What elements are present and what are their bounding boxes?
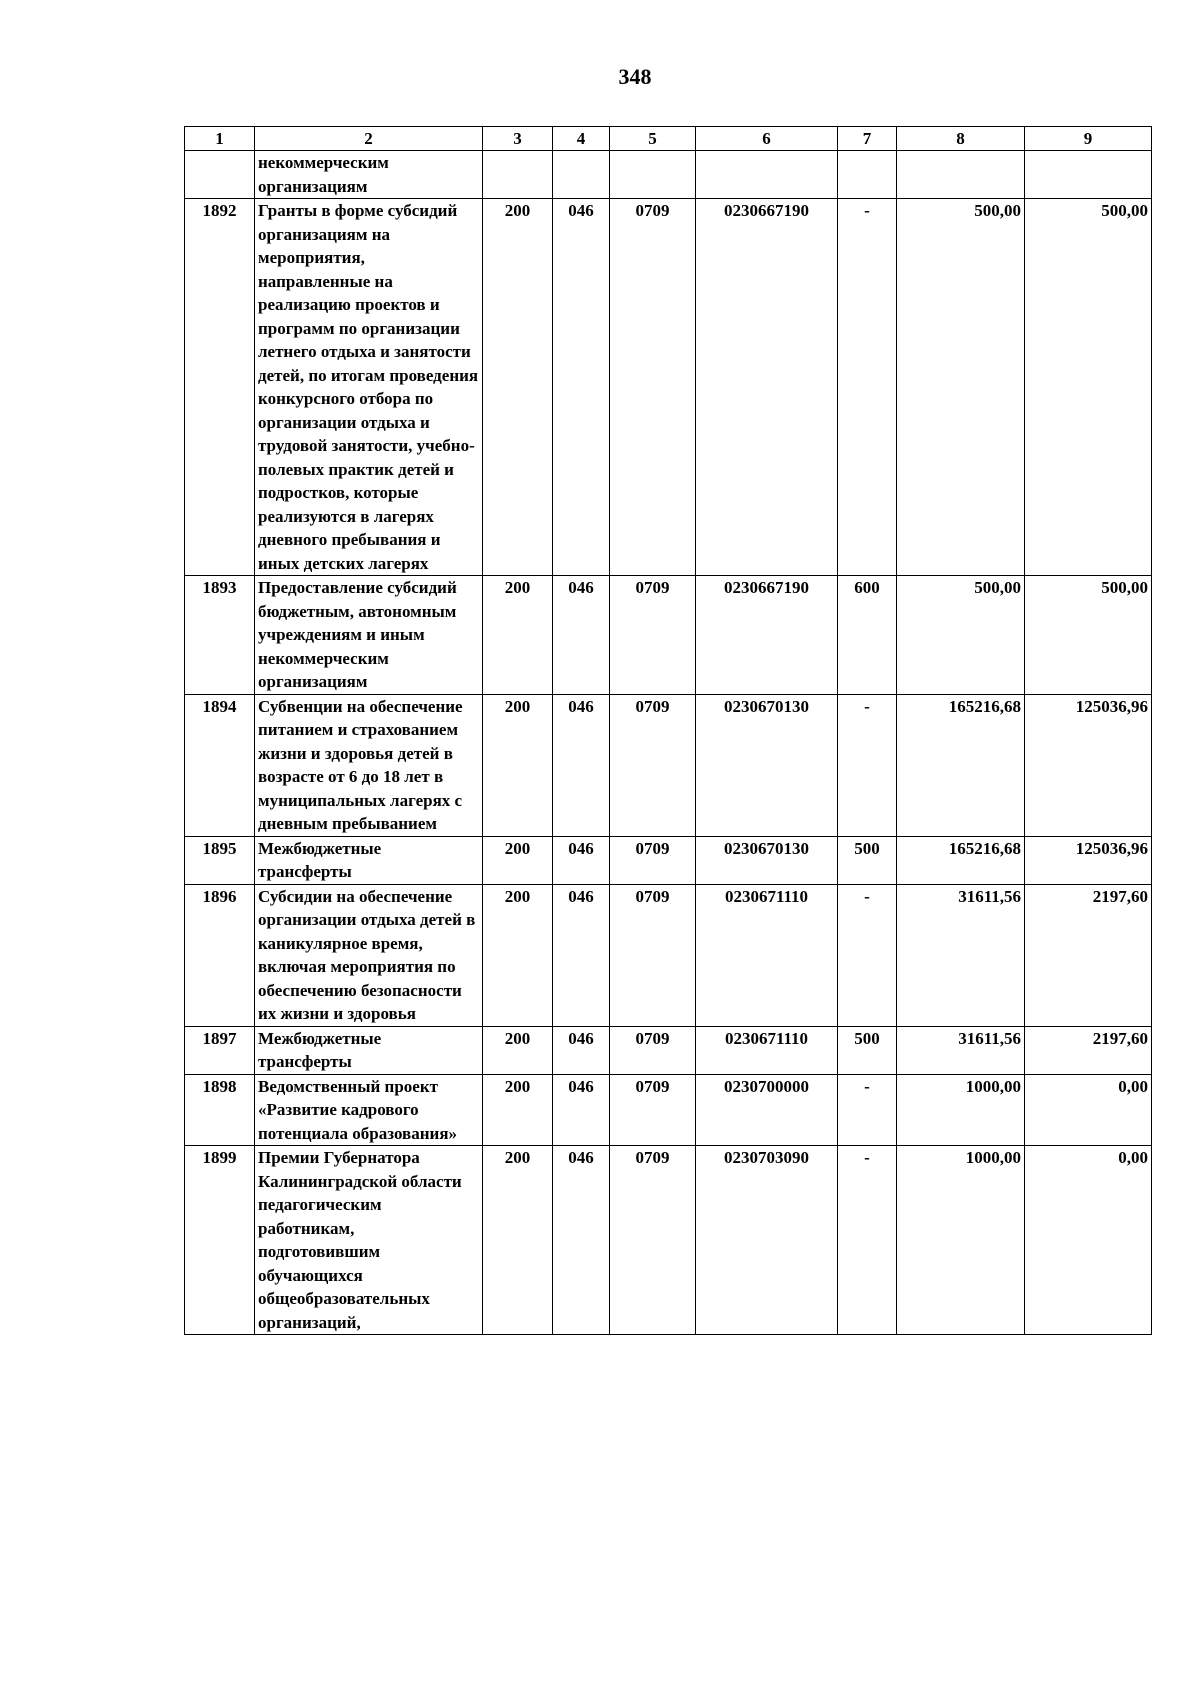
column-header: 7 — [838, 127, 897, 151]
row-name: Субсидии на обеспечение организации отдыха детей в каникулярное время, включая мероприятия по обеспечению безопасности их жизни и здоровья — [255, 884, 483, 1026]
row-number: 1895 — [185, 836, 255, 884]
budget-table — [184, 126, 1152, 1335]
cell-col5: 0709 — [610, 576, 696, 695]
row-name: Предоставление субсидий бюджетным, автономным учреждениям и иным некоммерческим организациям — [255, 576, 483, 695]
cell-col5: 0709 — [610, 1074, 696, 1146]
cell-col5: 0709 — [610, 1026, 696, 1074]
cell-col9: 0,00 — [1025, 1146, 1152, 1335]
cell-col5: 0709 — [610, 836, 696, 884]
column-header: 8 — [897, 127, 1025, 151]
cell-col7: - — [838, 694, 897, 836]
cell-col6: 0230700000 — [696, 1074, 838, 1146]
table-row — [185, 151, 1152, 199]
row-name: Межбюджетные трансферты — [255, 1026, 483, 1074]
table-row — [185, 576, 1152, 695]
cell-col6: 0230667190 — [696, 576, 838, 695]
cell-col6: 0230670130 — [696, 836, 838, 884]
row-number — [185, 151, 255, 199]
cell-col9: 125036,96 — [1025, 694, 1152, 836]
cell-col7: - — [838, 199, 897, 576]
cell-col5: 0709 — [610, 1146, 696, 1335]
cell-col3 — [483, 151, 553, 199]
cell-col4: 046 — [553, 884, 610, 1026]
cell-col3: 200 — [483, 199, 553, 576]
cell-col3: 200 — [483, 1074, 553, 1146]
cell-col4: 046 — [553, 1026, 610, 1074]
row-name: Премии Губернатора Калининградской области педагогическим работникам, подготовившим обучающихся общеобразовательных организаций, — [255, 1146, 483, 1335]
column-header: 1 — [185, 127, 255, 151]
table-row — [185, 1074, 1152, 1146]
cell-col8: 165216,68 — [897, 836, 1025, 884]
cell-col4: 046 — [553, 836, 610, 884]
cell-col7: 500 — [838, 1026, 897, 1074]
column-header: 4 — [553, 127, 610, 151]
cell-col8: 31611,56 — [897, 1026, 1025, 1074]
column-header: 3 — [483, 127, 553, 151]
cell-col8: 500,00 — [897, 576, 1025, 695]
cell-col7: - — [838, 1074, 897, 1146]
cell-col6: 0230703090 — [696, 1146, 838, 1335]
cell-col9: 2197,60 — [1025, 884, 1152, 1026]
row-number: 1897 — [185, 1026, 255, 1074]
cell-col8 — [897, 151, 1025, 199]
cell-col9: 125036,96 — [1025, 836, 1152, 884]
column-header: 6 — [696, 127, 838, 151]
cell-col4: 046 — [553, 199, 610, 576]
row-name: Ведомственный проект «Развитие кадрового потенциала образования» — [255, 1074, 483, 1146]
cell-col6: 0230667190 — [696, 199, 838, 576]
cell-col9: 0,00 — [1025, 1074, 1152, 1146]
cell-col4 — [553, 151, 610, 199]
cell-col5: 0709 — [610, 694, 696, 836]
cell-col7: 500 — [838, 836, 897, 884]
cell-col4: 046 — [553, 1146, 610, 1335]
cell-col8: 31611,56 — [897, 884, 1025, 1026]
cell-col6: 0230671110 — [696, 1026, 838, 1074]
table-row — [185, 1146, 1152, 1335]
row-number: 1894 — [185, 694, 255, 836]
page-number: 348 — [618, 64, 652, 89]
row-number: 1892 — [185, 199, 255, 576]
cell-col7: 600 — [838, 576, 897, 695]
cell-col3: 200 — [483, 1026, 553, 1074]
table-row — [185, 199, 1152, 576]
cell-col3: 200 — [483, 694, 553, 836]
cell-col8: 165216,68 — [897, 694, 1025, 836]
cell-col9 — [1025, 151, 1152, 199]
column-header: 2 — [255, 127, 483, 151]
cell-col6: 0230670130 — [696, 694, 838, 836]
cell-col3: 200 — [483, 1146, 553, 1335]
cell-col8: 500,00 — [897, 199, 1025, 576]
row-number: 1899 — [185, 1146, 255, 1335]
cell-col9: 500,00 — [1025, 199, 1152, 576]
cell-col3: 200 — [483, 576, 553, 695]
table-row — [185, 836, 1152, 884]
cell-col4: 046 — [553, 694, 610, 836]
cell-col7: - — [838, 1146, 897, 1335]
cell-col8: 1000,00 — [897, 1074, 1025, 1146]
cell-col8: 1000,00 — [897, 1146, 1025, 1335]
cell-col5: 0709 — [610, 884, 696, 1026]
cell-col9: 2197,60 — [1025, 1026, 1152, 1074]
cell-col3: 200 — [483, 884, 553, 1026]
cell-col7 — [838, 151, 897, 199]
row-number: 1898 — [185, 1074, 255, 1146]
table-row — [185, 694, 1152, 836]
row-name: некоммерческим организациям — [255, 151, 483, 199]
row-name: Гранты в форме субсидий организациям на мероприятия, направленные на реализацию проектов и программ по организации летнего отдыха и занятости детей, по итогам проведения конкурсного отбора по организации отдыха и трудовой занятости, учебно-полевых практик детей и подростков, которые реализуются в лагерях дневного пребывания и иных детских лагерях — [255, 199, 483, 576]
cell-col3: 200 — [483, 836, 553, 884]
row-number: 1896 — [185, 884, 255, 1026]
cell-col6 — [696, 151, 838, 199]
cell-col9: 500,00 — [1025, 576, 1152, 695]
cell-col5: 0709 — [610, 199, 696, 576]
header-row — [185, 127, 1152, 151]
cell-col5 — [610, 151, 696, 199]
table-row — [185, 1026, 1152, 1074]
column-header: 9 — [1025, 127, 1152, 151]
cell-col4: 046 — [553, 1074, 610, 1146]
cell-col4: 046 — [553, 576, 610, 695]
column-header: 5 — [610, 127, 696, 151]
row-name: Межбюджетные трансферты — [255, 836, 483, 884]
cell-col6: 0230671110 — [696, 884, 838, 1026]
row-name: Субвенции на обеспечение питанием и страхованием жизни и здоровья детей в возрасте от 6 до 18 лет в муниципальных лагерях с дневным пребыванием — [255, 694, 483, 836]
cell-col7: - — [838, 884, 897, 1026]
table-row — [185, 884, 1152, 1026]
row-number: 1893 — [185, 576, 255, 695]
